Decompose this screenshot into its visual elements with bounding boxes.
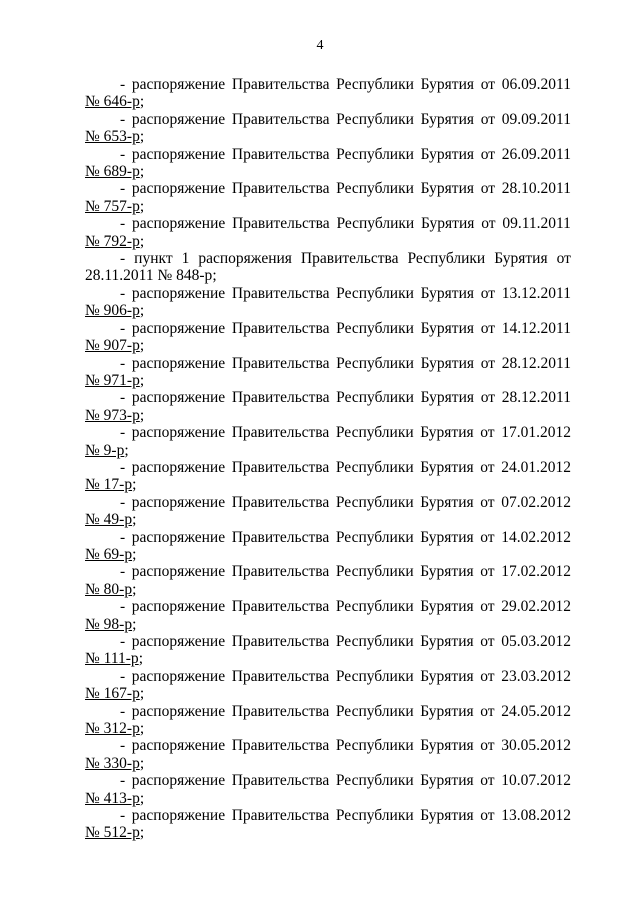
entry-word: пункт [134, 250, 173, 268]
entry-word: Бурятия [420, 424, 474, 442]
entry-first-line [85, 668, 571, 685]
entry-word: Правительства [231, 458, 330, 476]
entry-terminator: ; [139, 337, 145, 355]
entry-word: 05.03.2012 [501, 633, 571, 650]
entry-terminator: ; [139, 371, 145, 389]
order-number: № 757-р [85, 197, 140, 215]
entry-word: - [120, 319, 126, 337]
entry-word: Бурятия [420, 319, 474, 337]
entry-terminator: ; [132, 476, 137, 494]
entry-word: 28.10.2011 [501, 180, 571, 198]
entry-word: Республики [336, 215, 415, 233]
entry-word: Правительства [231, 563, 330, 581]
entry-second-line [85, 372, 571, 389]
entry-word: распоряжение [131, 424, 226, 442]
entry-word: Правительства [231, 319, 330, 337]
entry-terminator: ; [139, 824, 145, 842]
entry-word: - [120, 667, 126, 685]
entry-word: - [120, 528, 126, 546]
entry-terminator: ; [139, 685, 145, 703]
entry-word: Бурятия [420, 528, 474, 546]
entry-word: - [120, 389, 126, 407]
entry-word: - [120, 807, 126, 825]
entry-word: Правительства [231, 633, 330, 650]
order-number: № 9-р [85, 441, 125, 459]
entry-word: распоряжение [131, 180, 226, 198]
entry-word: от [480, 493, 495, 511]
entry-word: Бурятия [420, 180, 474, 198]
entry-word: распоряжение [131, 110, 226, 128]
entry-first-line [85, 563, 571, 580]
entry-word: - [120, 424, 126, 442]
order-number: № 17-р [85, 476, 133, 494]
order-number: № 49-р [85, 511, 133, 529]
entry-second-line [85, 790, 571, 807]
entry-word: 13.08.2012 [501, 807, 571, 825]
entry-second-line [85, 233, 571, 250]
entry-terminator: ; [139, 93, 145, 111]
entry-first-line [85, 180, 571, 197]
entry-word: Правительства [231, 389, 330, 407]
list-item [85, 668, 571, 703]
entry-word: Бурятия [420, 145, 474, 163]
entry-word: Бурятия [420, 807, 474, 825]
entry-word: распоряжение [131, 528, 226, 546]
entry-word: распоряжение [131, 493, 226, 511]
entry-word: распоряжение [131, 389, 226, 407]
entry-terminator: ; [139, 197, 145, 215]
entry-word: 10.07.2012 [501, 772, 571, 790]
entry-second-line [85, 824, 571, 841]
entry-word: от [480, 389, 496, 407]
entry-word: Республики [335, 737, 414, 755]
entry-second-line [85, 581, 571, 598]
entry-word: 09.09.2011 [501, 110, 571, 128]
entry-word: 06.09.2011 [501, 76, 571, 93]
list-item [85, 180, 571, 215]
entry-word: распоряжение [131, 598, 226, 616]
entry-word: распоряжение [131, 215, 226, 233]
entry-word: Республики [335, 528, 414, 546]
entry-word: распоряжение [131, 563, 226, 581]
entry-word: Республики [335, 424, 414, 442]
entry-word: - [120, 493, 126, 511]
entry-word: Правительства [231, 354, 330, 372]
entry-second-line [85, 302, 571, 319]
entry-word: от [480, 807, 495, 825]
entry-terminator: ; [132, 580, 137, 598]
entry-word: - [120, 458, 126, 476]
entry-word: распоряжения [198, 250, 292, 268]
list-item [85, 111, 571, 146]
order-number: № 646-р [85, 93, 140, 111]
entry-first-line [85, 111, 571, 128]
entry-word: Правительства [231, 598, 330, 616]
entry-word: Республики [336, 145, 414, 163]
entry-second-line [85, 650, 571, 667]
entry-first-line [85, 633, 571, 650]
entry-terminator: ; [139, 163, 145, 181]
entry-word: распоряжение [131, 145, 226, 163]
order-number: № 512-р [85, 824, 140, 842]
entry-word: 17.01.2012 [501, 424, 571, 442]
entry-terminator: ; [124, 441, 129, 459]
entry-word: Республики [335, 563, 414, 581]
entry-first-line [85, 215, 571, 232]
entry-terminator: ; [139, 789, 145, 807]
entry-word: Республики [336, 110, 414, 128]
entry-first-line [85, 389, 571, 406]
entry-word: 09.11.2011 [502, 215, 571, 233]
entry-word: Правительства [231, 807, 330, 825]
entry-second-line [85, 476, 571, 493]
entry-word: Бурятия [420, 633, 474, 650]
entry-second-line [85, 267, 571, 284]
entry-word: Правительства [231, 145, 330, 163]
entry-first-line [85, 598, 571, 615]
entry-word: Республики [335, 458, 414, 476]
order-number: № 98-р [85, 615, 133, 633]
order-number: № 906-р [85, 302, 140, 320]
entry-word: Бурятия [420, 110, 474, 128]
entry-word: от [480, 667, 495, 685]
entry-first-line [85, 807, 571, 824]
entry-word: - [120, 354, 126, 372]
entry-second-line [85, 442, 571, 459]
entry-word: Правительства [231, 493, 330, 511]
entry-word: распоряжение [131, 76, 226, 93]
entry-word: 30.05.2012 [501, 737, 571, 755]
list-item [85, 215, 571, 250]
list-item [85, 355, 571, 390]
order-number: № 80-р [85, 580, 133, 598]
entry-word: распоряжение [131, 772, 226, 790]
entry-terminator: ; [132, 615, 137, 633]
entry-terminator: ; [139, 754, 145, 772]
entry-word: Бурятия [420, 458, 474, 476]
entry-word: Республики [336, 319, 414, 337]
entry-word: Правительства [300, 250, 399, 268]
entry-word: от [480, 737, 495, 755]
entry-word: 14.12.2011 [501, 319, 571, 337]
entry-terminator: ; [139, 720, 145, 738]
entry-word: от [556, 250, 571, 268]
entry-word: 29.02.2012 [501, 598, 571, 616]
list-item [85, 807, 571, 842]
entry-word: Бурятия [420, 598, 474, 616]
entry-word: от [480, 702, 495, 720]
entry-word: Республики [335, 667, 414, 685]
entry-word: Бурятия [420, 772, 474, 790]
entry-first-line [85, 146, 571, 163]
entry-word: распоряжение [131, 807, 226, 825]
list-item [85, 250, 571, 285]
entry-terminator: ; [212, 267, 217, 285]
entry-word: Правительства [231, 284, 330, 302]
entry-first-line [85, 494, 571, 511]
entry-word: 24.05.2012 [501, 702, 571, 720]
entry-word: Правительства [231, 76, 330, 93]
order-number: 28.11.2011 № 848-р [85, 267, 213, 285]
entry-word: Республики [336, 284, 414, 302]
entry-second-line [85, 93, 571, 110]
entry-word: от [480, 563, 495, 581]
entry-word: - [120, 284, 126, 302]
entry-word: от [480, 458, 495, 476]
entry-word: - [120, 737, 126, 755]
order-number: № 971-р [85, 371, 140, 389]
entry-word: Правительства [231, 702, 330, 720]
entry-word: распоряжение [131, 702, 226, 720]
list-item [85, 320, 571, 355]
entry-terminator: ; [132, 511, 137, 529]
entry-word: распоряжение [131, 667, 226, 685]
entry-word: Правительства [231, 424, 330, 442]
entry-word: Бурятия [420, 493, 474, 511]
entry-first-line [85, 529, 571, 546]
entry-word: Бурятия [494, 250, 548, 268]
entry-word: 26.09.2011 [501, 145, 571, 163]
list-item [85, 563, 571, 598]
entry-terminator: ; [138, 650, 143, 668]
list-item [85, 285, 571, 320]
order-number: № 69-р [85, 545, 133, 563]
entry-word: 13.12.2011 [501, 284, 571, 302]
list-item [85, 146, 571, 181]
entry-word: Бурятия [420, 702, 474, 720]
entry-word: от [480, 772, 495, 790]
entry-second-line [85, 685, 571, 702]
entry-word: распоряжение [131, 319, 226, 337]
entry-second-line [85, 720, 571, 737]
entry-word: Бурятия [420, 667, 474, 685]
list-item [85, 737, 571, 772]
entry-terminator: ; [139, 128, 145, 146]
entry-word: Бурятия [421, 215, 475, 233]
entry-word: Республики [407, 250, 486, 268]
entry-word: распоряжение [131, 737, 226, 755]
entry-word: 24.01.2012 [501, 458, 571, 476]
entry-word: Республики [335, 702, 414, 720]
list-item [85, 772, 571, 807]
entry-word: Правительства [231, 737, 330, 755]
list-item [85, 424, 571, 459]
order-number: № 907-р [85, 337, 140, 355]
entry-word: Республики [335, 807, 414, 825]
list-item [85, 703, 571, 738]
entry-word: распоряжение [131, 284, 226, 302]
entry-word: распоряжение [131, 633, 226, 650]
entry-word: Республики [336, 76, 414, 93]
entry-second-line [85, 407, 571, 424]
entry-word: от [480, 633, 495, 650]
entry-word: - [120, 215, 126, 233]
entry-word: 23.03.2012 [501, 667, 571, 685]
entry-word: Правительства [231, 667, 330, 685]
entry-word: от [480, 284, 496, 302]
entry-word: от [480, 76, 496, 93]
order-number: № 653-р [85, 128, 140, 146]
entry-terminator: ; [139, 302, 145, 320]
entry-word: от [480, 528, 495, 546]
order-number: № 167-р [85, 685, 140, 703]
entry-first-line [85, 285, 571, 302]
list-item [85, 389, 571, 424]
entry-word: от [481, 215, 496, 233]
entry-word: - [120, 772, 126, 790]
entry-first-line [85, 355, 571, 372]
order-number: № 689-р [85, 163, 140, 181]
order-number: № 111-р [85, 650, 139, 668]
order-number: № 973-р [85, 406, 140, 424]
entry-first-line [85, 737, 571, 754]
entry-second-line [85, 163, 571, 180]
entry-word: Правительства [231, 180, 330, 198]
entry-word: Правительства [232, 215, 330, 233]
entry-word: 17.02.2012 [501, 563, 571, 581]
order-number: № 312-р [85, 720, 140, 738]
entry-word: Республики [335, 772, 414, 790]
list-item [85, 494, 571, 529]
list-item [85, 529, 571, 564]
entry-first-line [85, 459, 571, 476]
entry-word: от [480, 598, 495, 616]
order-number: № 330-р [85, 754, 140, 772]
entry-word: Правительства [231, 110, 330, 128]
entry-second-line [85, 511, 571, 528]
entry-word: Бурятия [420, 76, 474, 93]
entry-word: Республики [335, 633, 414, 650]
entry-word: - [120, 145, 126, 163]
entry-first-line [85, 320, 571, 337]
entry-word: 28.12.2011 [501, 389, 571, 407]
order-number: № 792-р [85, 232, 140, 250]
entry-first-line [85, 76, 571, 93]
entry-word: Бурятия [420, 563, 474, 581]
entry-first-line [85, 424, 571, 441]
entry-word: Республики [335, 598, 414, 616]
entry-word: 07.02.2012 [501, 493, 571, 511]
entry-word: от [480, 180, 496, 198]
page-number: 4 [316, 38, 324, 53]
list-item [85, 598, 571, 633]
order-number: № 413-р [85, 789, 140, 807]
entry-word: от [480, 354, 496, 372]
entry-word: - [120, 598, 126, 616]
entry-second-line [85, 755, 571, 772]
list-item [85, 76, 571, 111]
entry-word: от [480, 145, 496, 163]
entry-word: - [120, 110, 126, 128]
entry-terminator: ; [139, 406, 145, 424]
entry-word: от [480, 319, 496, 337]
entry-word: - [120, 76, 126, 93]
entry-word: Правительства [231, 772, 330, 790]
list-item [85, 633, 571, 668]
entry-second-line [85, 546, 571, 563]
entry-second-line [85, 128, 571, 145]
entry-word: - [120, 633, 126, 650]
entry-second-line [85, 337, 571, 354]
entry-terminator: ; [132, 545, 137, 563]
entry-word: Бурятия [420, 284, 474, 302]
list-item [85, 459, 571, 494]
entry-second-line [85, 198, 571, 215]
entry-word: Республики [336, 389, 414, 407]
entry-word: - [120, 250, 126, 268]
entry-word: - [120, 180, 126, 198]
entry-word: Республики [335, 493, 414, 511]
entry-word: Бурятия [420, 737, 474, 755]
entry-word: от [480, 424, 495, 442]
entry-word: Правительства [231, 528, 330, 546]
entry-word: - [120, 702, 126, 720]
entry-word: 28.12.2011 [501, 354, 571, 372]
entry-second-line [85, 616, 571, 633]
entry-word: 1 [181, 250, 190, 268]
entry-first-line [85, 250, 571, 267]
entry-word: - [120, 563, 126, 581]
entry-word: распоряжение [131, 458, 226, 476]
entry-word: Республики [336, 354, 414, 372]
entry-word: Республики [336, 180, 414, 198]
entry-first-line [85, 772, 571, 789]
entry-word: Бурятия [420, 354, 474, 372]
document-body [85, 76, 571, 842]
entry-word: от [480, 110, 496, 128]
entry-word: Бурятия [420, 389, 474, 407]
entry-first-line [85, 703, 571, 720]
entry-word: распоряжение [131, 354, 226, 372]
entry-word: 14.02.2012 [501, 528, 571, 546]
entry-terminator: ; [139, 232, 145, 250]
